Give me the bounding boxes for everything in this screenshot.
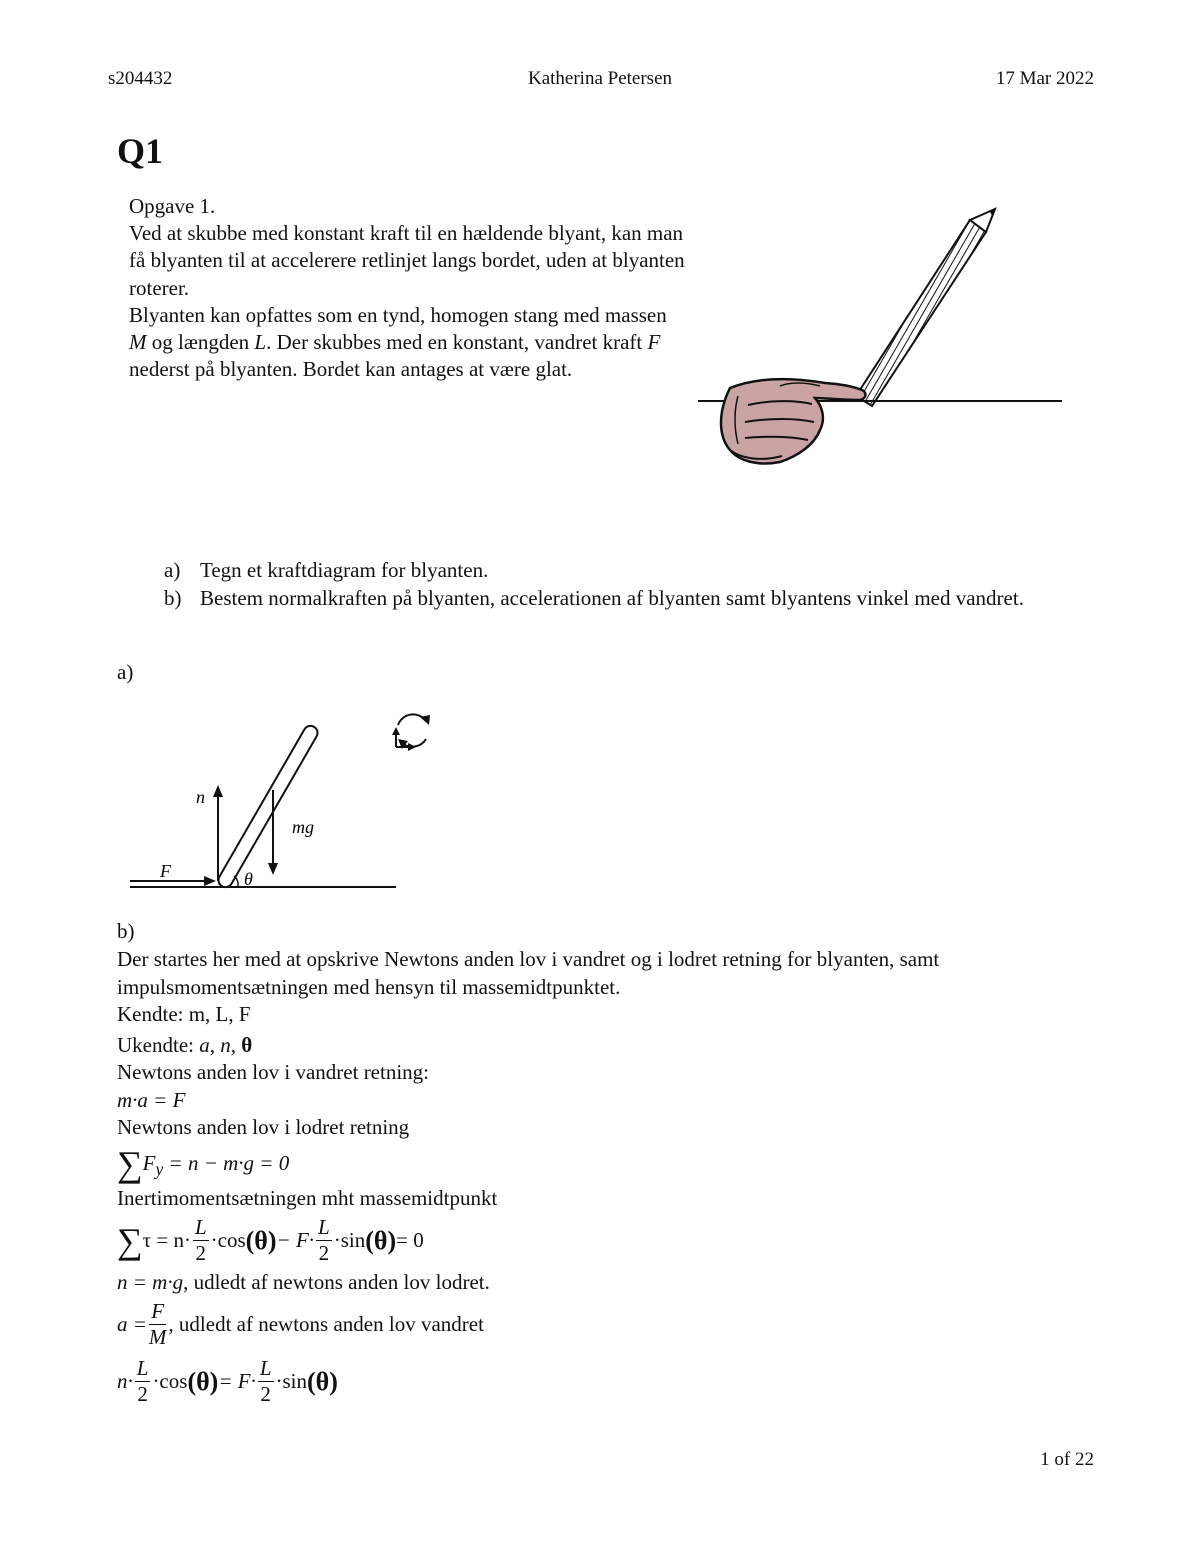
eq3-frac-2-den: 2	[318, 1241, 330, 1266]
eq5-a: a =	[117, 1312, 147, 1337]
inertia-label: Inertimomentsætningen mht massemidtpunkt	[117, 1186, 498, 1211]
eq3-cos: ·cos	[210, 1228, 246, 1253]
pencil-rod	[216, 723, 320, 889]
task-p2-c: . Der skubbes med en konstant, vandret kraft	[266, 330, 648, 355]
eq3-sin: ·sin	[333, 1228, 366, 1253]
unknown-variables	[117, 1032, 1097, 1059]
label-F: F	[160, 861, 171, 881]
header-author: Katherina Petersen	[527, 68, 673, 89]
known-variables: Kendte: m, L, F	[117, 1001, 251, 1026]
eq6-sin: ·sin	[275, 1369, 308, 1394]
eq4-expr: n = m·g	[117, 1269, 184, 1294]
eq3-tau: τ = n·	[142, 1228, 191, 1253]
eq5-num: F	[151, 1299, 165, 1324]
eq3-minus: − F·	[276, 1228, 315, 1253]
task-p2-b: og længden	[146, 330, 255, 355]
eq3-theta-1: (θ)	[245, 1226, 277, 1256]
eq2-F: F	[142, 1151, 156, 1176]
free-body-diagram	[120, 695, 450, 900]
eq3-frac-1-den: 2	[195, 1241, 207, 1266]
task-p2-a: Blyanten kan opfattes som en tynd, homogen stang med massen	[129, 302, 667, 327]
label-n: n	[196, 787, 205, 807]
eq5-frac	[149, 1301, 167, 1348]
equation-5	[117, 1296, 1097, 1354]
eq5-text: , udledt af newtons anden lov vandret	[168, 1312, 484, 1337]
page-number: 1 of 22	[1040, 1449, 1094, 1470]
eq6-cos: ·cos	[152, 1369, 188, 1394]
equation-6	[117, 1354, 1097, 1410]
eq3-frac-1-num: L	[194, 1215, 207, 1240]
task-paragraph-1: Ved at skubbe med konstant kraft til en hældende blyant, kan man få blyanten til at accelerere retlinjet langs bordet, uden at blyanten roterer.	[129, 221, 685, 300]
eq6-frac-1-num: L	[136, 1356, 149, 1381]
label-mg: mg	[292, 817, 314, 837]
horizontal-label: Newtons anden lov i vandret retning:	[117, 1060, 430, 1085]
eq6-frac-2-den: 2	[260, 1382, 271, 1407]
eq4-text: , udledt af newtons anden lov lodret.	[183, 1269, 490, 1294]
task-paragraph-2	[129, 302, 689, 384]
eq6-theta-2: (θ)	[307, 1367, 338, 1397]
equation-1: m·a = F	[117, 1087, 186, 1112]
unknown-vars: a, n,	[199, 1033, 242, 1058]
eq5-den: M	[148, 1325, 167, 1350]
eq6-frac-2	[258, 1358, 274, 1405]
answer-b	[117, 918, 1097, 1410]
task-p2-d: nederst på blyanten. Bordet kan antages at være glat.	[129, 357, 573, 382]
pointing-hand-icon	[721, 379, 865, 463]
equation-3	[117, 1213, 1097, 1269]
subquestion-b-text: Bestem normalkraften på blyanten, accelerationen af blyanten samt blyantens vinkel med vandret.	[200, 585, 1024, 610]
subquestion-a-text: Tegn et kraftdiagram for blyanten.	[200, 558, 489, 582]
eq3-sum-icon: ∑	[117, 1220, 143, 1261]
eq6-eq: = F·	[218, 1369, 256, 1394]
subquestion-a-label: a)	[164, 558, 181, 582]
eq6-frac-2-num: L	[259, 1356, 272, 1381]
answer-a-label: a)	[117, 660, 134, 684]
eq2-rest: = n − m·g = 0	[163, 1151, 290, 1176]
task-heading: Opgave 1.	[129, 194, 216, 218]
pencil-icon	[856, 209, 995, 406]
eq3-end: = 0	[396, 1228, 424, 1253]
task-p2-M: M	[129, 330, 147, 355]
subquestion-a	[164, 557, 1064, 585]
equation-2	[117, 1141, 1097, 1185]
rotation-coordinate-icon	[392, 714, 430, 751]
task-p2-F: F	[647, 330, 661, 355]
answer-b-intro: Der startes her med at opskrive Newtons anden lov i vandret og i lodret retning for blyanten, samt impulsmomentsætningen med hensyn til massemidtpunktet.	[117, 947, 940, 999]
hand-pencil-illustration	[690, 200, 1070, 470]
applied-force-arrow	[130, 876, 216, 886]
eq3-frac-2	[316, 1217, 332, 1264]
label-theta: θ	[244, 869, 253, 889]
answer-b-label: b)	[117, 919, 135, 943]
subquestion-list	[164, 557, 1064, 612]
equation-4	[117, 1269, 1097, 1296]
eq3-frac-2-num: L	[318, 1215, 330, 1240]
eq6-frac-1	[135, 1358, 151, 1405]
header-date: 17 Mar 2022	[995, 68, 1094, 89]
eq3-frac-1	[193, 1217, 209, 1264]
eq6-frac-1-den: 2	[137, 1382, 148, 1407]
task-text	[129, 193, 689, 383]
eq2-sum-icon: ∑	[117, 1144, 143, 1185]
vertical-label: Newtons anden lov i lodret retning	[117, 1115, 410, 1140]
eq2-sub: y	[155, 1159, 164, 1180]
header-student-id: s204432	[108, 68, 173, 89]
normal-force-arrow	[213, 785, 223, 881]
unknown-theta: θ	[241, 1033, 253, 1058]
subquestion-b-label: b)	[164, 585, 182, 610]
eq6-n: n·	[117, 1369, 133, 1394]
eq6-theta-1: (θ)	[187, 1367, 219, 1397]
eq3-theta-2: (θ)	[365, 1226, 397, 1256]
unknown-prefix: Ukendte:	[117, 1033, 200, 1058]
question-title: Q1	[117, 131, 164, 171]
task-p2-L: L	[254, 330, 267, 355]
subquestion-b	[164, 585, 1064, 613]
